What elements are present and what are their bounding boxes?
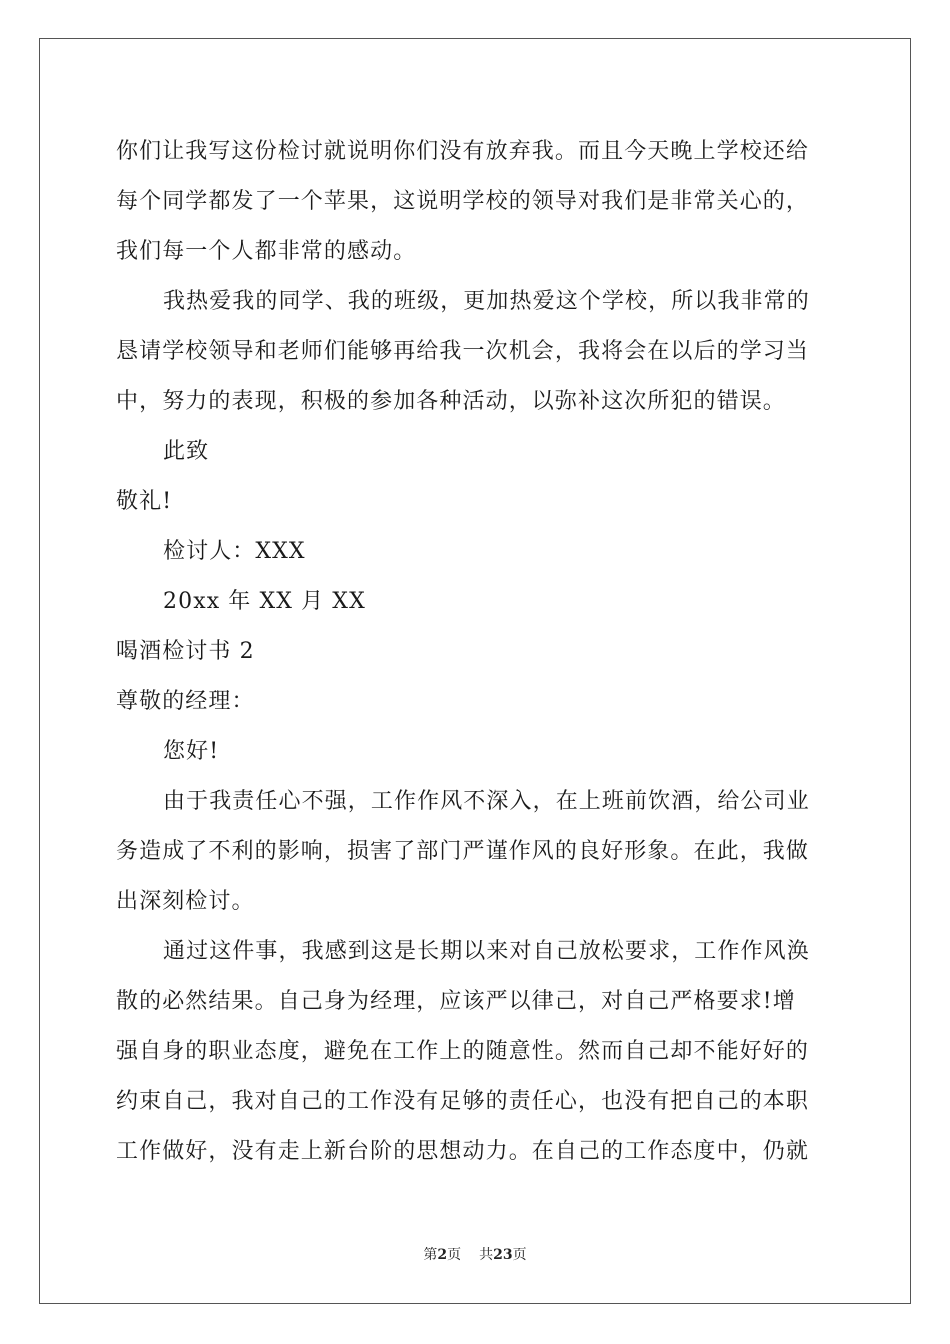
text-line: 务造成了不利的影响，损害了部门严谨作风的良好形象。在此，我做 [116,839,810,864]
text-line: 恳请学校领导和老师们能够再给我一次机会，我将会在以后的学习当 [116,339,810,364]
section-title: 喝酒检讨书 2 [116,639,255,664]
text-line: 中，努力的表现，积极的参加各种活动，以弥补这次所犯的错误。 [116,389,786,414]
signature-date: 20xx 年 XX 月 XX [163,589,366,614]
text-line: 出深刻检讨。 [116,889,255,914]
text-line: 由于我责任心不强，工作作风不深入，在上班前饮酒，给公司业 [163,789,810,814]
page-suffix: 页 [447,1247,462,1263]
total-prefix: 共 [479,1247,494,1263]
document-body [116,127,836,1177]
total-suffix: 页 [512,1247,527,1263]
page-prefix: 第 [423,1247,438,1263]
closing-salutation: 此致 [163,439,210,464]
page-number: 2 [437,1247,448,1263]
text-line: 我们每一个人都非常的感动。 [116,239,417,264]
page-footer [0,1245,950,1265]
signature-author: 检讨人：XXX [163,539,306,564]
text-line: 工作做好，没有走上新台阶的思想动力。在自己的工作态度中，仍就 [116,1139,810,1164]
text-line: 你们让我写这份检讨就说明你们没有放弃我。而且今天晚上学校还给 [116,139,810,164]
text-line: 每个同学都发了一个苹果，这说明学校的领导对我们是非常关心的， [116,189,810,214]
text-line: 散的必然结果。自己身为经理，应该严以律己，对自己严格要求!增 [116,989,796,1014]
greeting: 您好! [163,739,220,764]
text-line: 强自身的职业态度，避免在工作上的随意性。然而自己却不能好好的 [116,1039,810,1064]
total-pages: 23 [493,1247,513,1263]
closing-regards: 敬礼! [116,489,173,514]
text-line: 我热爱我的同学、我的班级，更加热爱这个学校，所以我非常的 [163,289,810,314]
text-line: 通过这件事，我感到这是长期以来对自己放松要求，工作作风涣 [163,939,810,964]
text-line: 约束自己，我对自己的工作没有足够的责任心，也没有把自己的本职 [116,1089,810,1114]
greeting-recipient: 尊敬的经理： [116,689,255,714]
